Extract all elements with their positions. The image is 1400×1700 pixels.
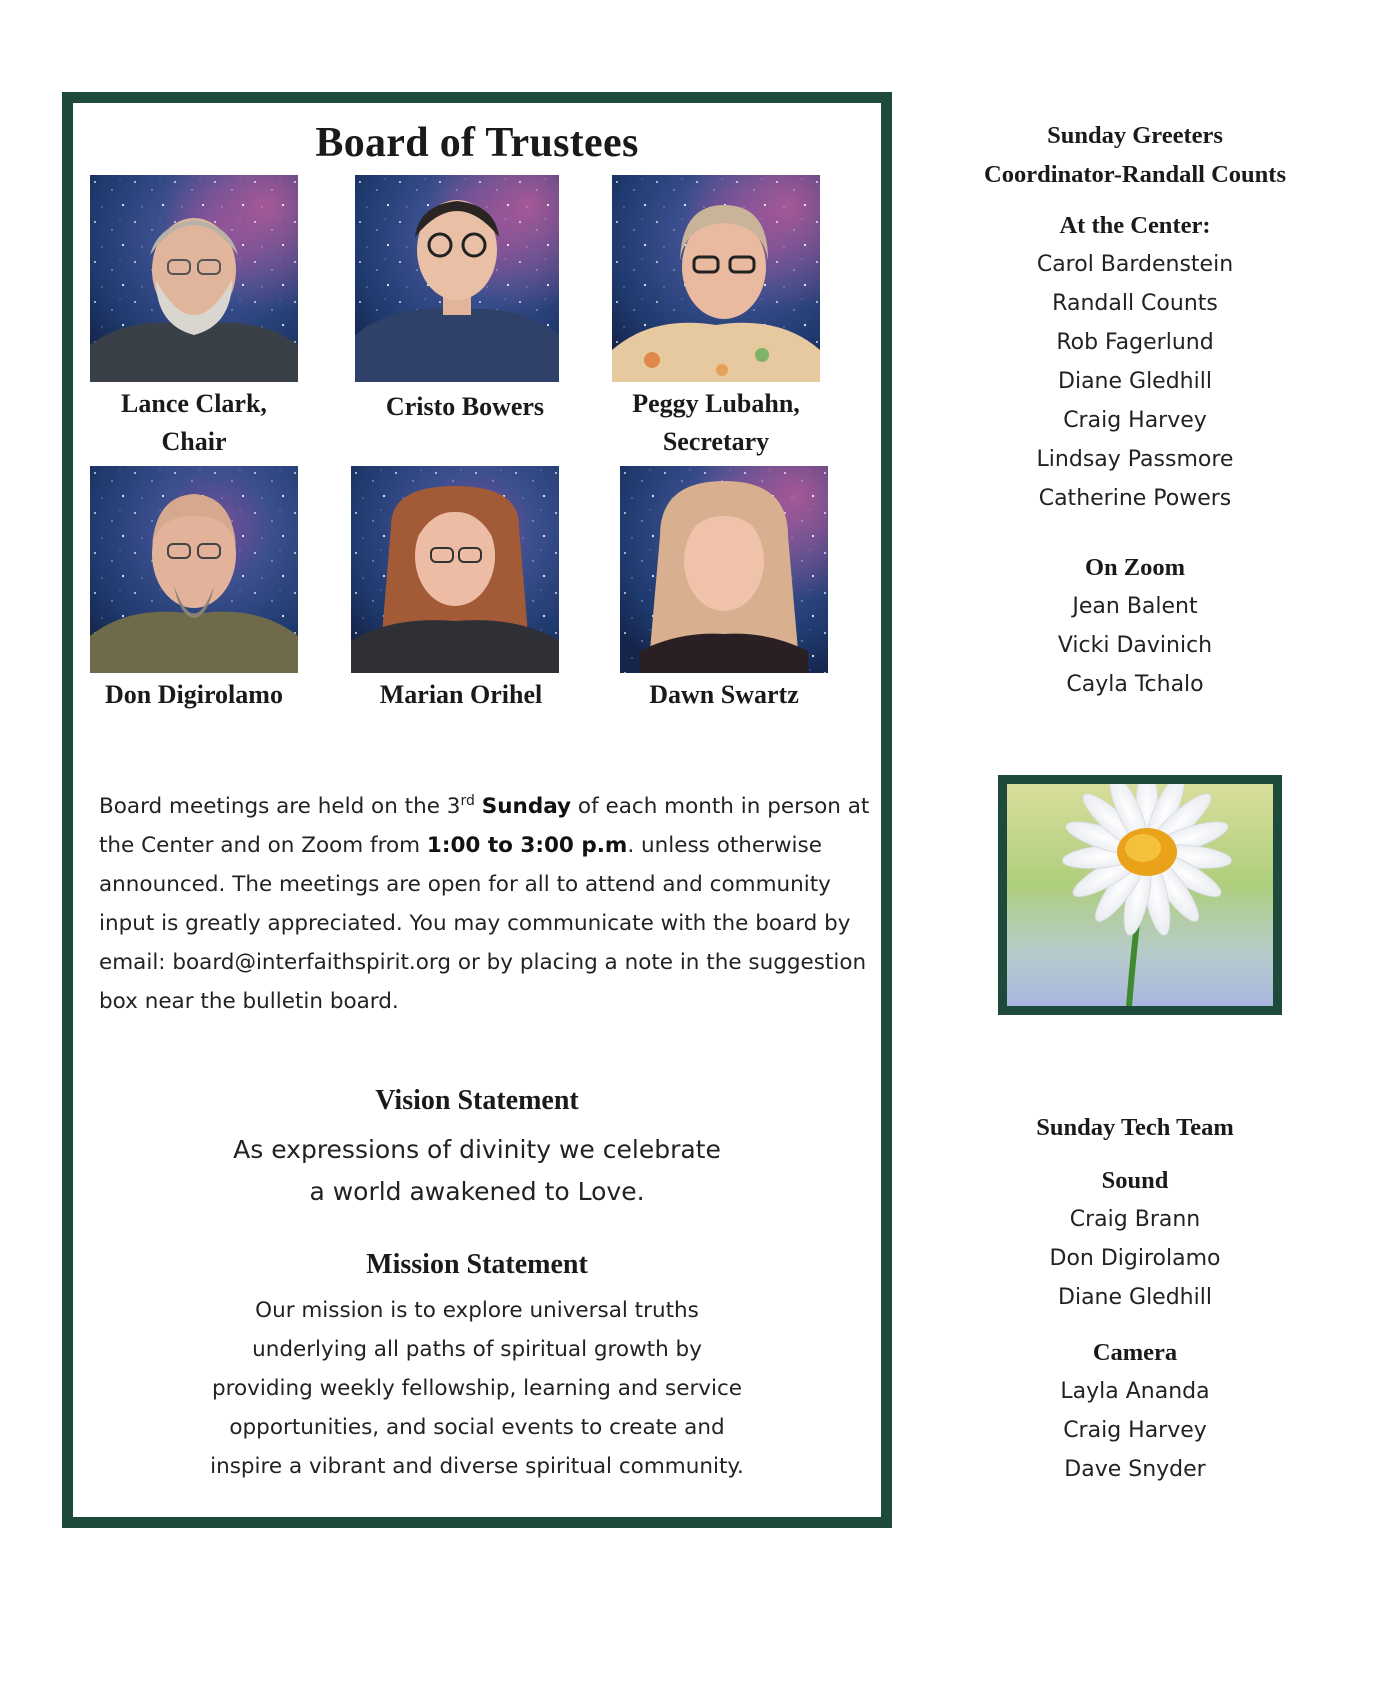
list-item: Cayla Tchalo — [1066, 672, 1204, 697]
meeting-info-paragraph — [99, 787, 879, 1021]
list-item: Diane Gledhill — [1058, 1285, 1212, 1310]
vision-title: Vision Statement — [375, 1085, 579, 1116]
list-item: Layla Ananda — [1060, 1379, 1210, 1404]
mission-line: underlying all paths of spiritual growth by — [252, 1337, 702, 1362]
list-item: Craig Brann — [1069, 1207, 1201, 1232]
board-of-trustees-panel — [62, 92, 892, 1528]
meeting-text: of each month in person at the Center and on Zoom from — [99, 794, 870, 858]
member-photo-dawn-swartz — [620, 466, 828, 673]
sunday-greeters-section — [945, 116, 1325, 704]
sound-list — [945, 1200, 1325, 1317]
member-name: Dawn Swartz — [649, 680, 799, 709]
member-photo-lance-clark — [90, 175, 298, 382]
at-center-list — [945, 245, 1325, 518]
mission-line: inspire a vibrant and diverse spiritual community. — [210, 1454, 744, 1479]
meeting-text: . unless otherwise announced. The meetings are open for all to attend and community input is greatly appreciated. You may communicate with the board by email: board@interfaithspirit.org or by placing a note in the suggestion box near the bulletin board. — [99, 833, 867, 1014]
greeters-coordinator: Coordinator-Randall Counts — [984, 161, 1286, 188]
member-caption — [90, 385, 298, 461]
tech-title: Sunday Tech Team — [1036, 1114, 1234, 1141]
mission-line: providing weekly fellowship, learning and service — [211, 1376, 743, 1401]
list-item: Vicki Davinich — [1057, 633, 1213, 658]
member-photo-peggy-lubahn — [612, 175, 820, 382]
mission-line: opportunities, and social events to create and — [229, 1415, 725, 1440]
camera-title: Camera — [1092, 1339, 1178, 1366]
member-role: Chair — [161, 427, 227, 456]
greeters-title: Sunday Greeters — [1047, 122, 1223, 149]
member-caption — [351, 676, 571, 714]
list-item: Lindsay Passmore — [1036, 447, 1234, 472]
on-zoom-list — [945, 587, 1325, 704]
member-name: Don Digirolamo — [105, 680, 283, 709]
list-item: Randall Counts — [1052, 291, 1218, 316]
list-item: Jean Balent — [1072, 594, 1198, 619]
at-center-title: At the Center: — [1059, 212, 1211, 239]
sunday-tech-team-section — [945, 1108, 1325, 1489]
list-item: Craig Harvey — [1063, 408, 1207, 433]
mission-text — [73, 1291, 881, 1486]
list-item: Dave Snyder — [1064, 1457, 1206, 1482]
list-item: Don Digirolamo — [1049, 1246, 1221, 1271]
list-item: Diane Gledhill — [1058, 369, 1212, 394]
member-photo-marian-orihel — [351, 466, 559, 673]
board-title: Board of Trustees — [315, 120, 639, 166]
member-caption — [612, 385, 820, 461]
member-caption — [355, 388, 575, 426]
vision-line: As expressions of divinity we celebrate — [233, 1135, 721, 1164]
member-name: Lance Clark, — [121, 389, 267, 418]
mission-line: Our mission is to explore universal truths — [255, 1298, 699, 1323]
mission-title: Mission Statement — [366, 1249, 588, 1280]
list-item: Rob Fagerlund — [1056, 330, 1214, 355]
member-caption — [90, 676, 298, 714]
member-name: Marian Orihel — [379, 680, 543, 709]
list-item: Craig Harvey — [1063, 1418, 1207, 1443]
member-caption — [620, 676, 828, 714]
meeting-time: 1:00 to 3:00 p.m — [426, 833, 628, 858]
ordinal-suffix: rd — [460, 792, 475, 809]
member-name: Peggy Lubahn, — [632, 389, 800, 418]
meeting-text: Board meetings are held on the 3 — [99, 794, 461, 819]
member-photo-don-digirolamo — [90, 466, 298, 673]
meeting-day: Sunday — [481, 794, 572, 819]
list-item: Catherine Powers — [1038, 486, 1232, 511]
list-item: Carol Bardenstein — [1036, 252, 1234, 277]
on-zoom-title: On Zoom — [1084, 554, 1186, 581]
camera-list — [945, 1372, 1325, 1489]
vision-line: a world awakened to Love. — [309, 1177, 645, 1206]
member-name: Cristo Bowers — [385, 392, 545, 421]
daisy-image — [998, 775, 1282, 1015]
member-role: Secretary — [662, 427, 770, 456]
vision-text — [73, 1129, 881, 1213]
sound-title: Sound — [1101, 1167, 1169, 1194]
member-photo-cristo-bowers — [355, 175, 559, 382]
